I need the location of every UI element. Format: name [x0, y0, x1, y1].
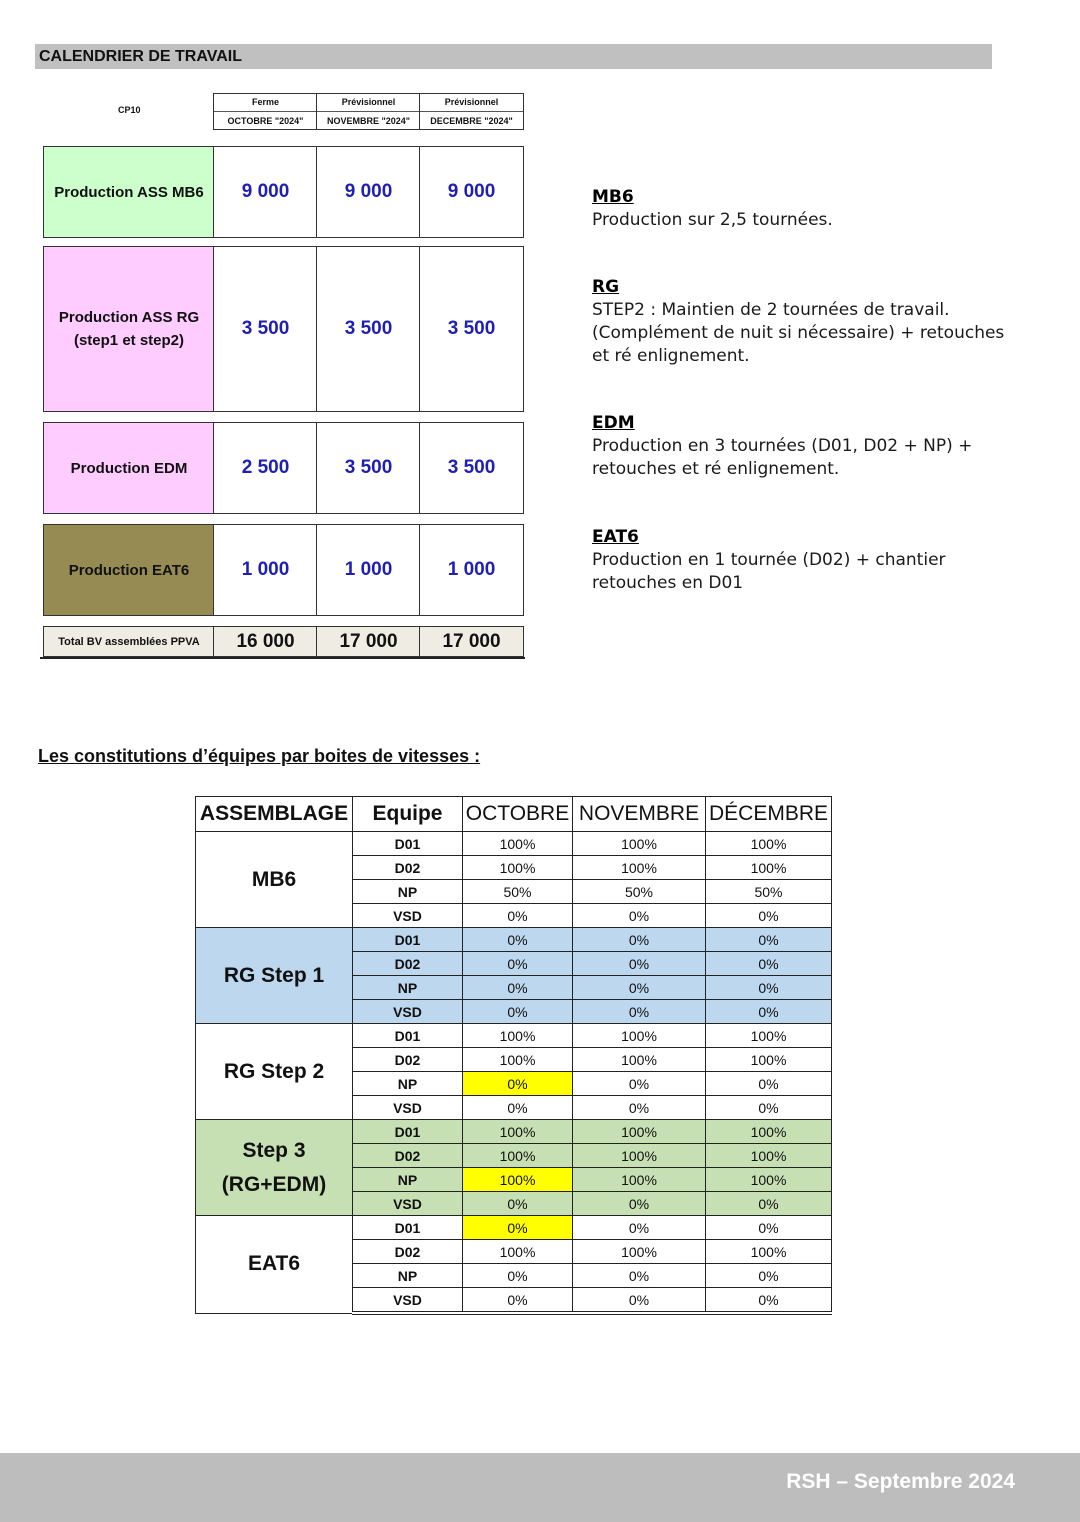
equipe-cell: NP [353, 1168, 463, 1192]
percentage-cell: 0% [573, 1096, 706, 1120]
equipe-cell: D01 [353, 928, 463, 952]
note-mb6 [592, 186, 1012, 232]
header-status: Prévisionnel [317, 93, 420, 112]
equipe-cell: D02 [353, 856, 463, 880]
percentage-cell: 100% [463, 856, 573, 880]
equipe-cell: NP [353, 1264, 463, 1288]
note-body: Production en 3 tournées (D01, D02 + NP) + retouches et ré enlignement. [592, 436, 973, 479]
percentage-cell: 50% [463, 880, 573, 904]
equipe-cell: NP [353, 1072, 463, 1096]
note-title: EDM [592, 413, 635, 433]
note-body: STEP2 : Maintien de 2 tournées de travail. (Complément de nuit si nécessaire) + retouches et ré enlignement. [592, 300, 1005, 366]
percentage-cell: 0% [573, 1192, 706, 1216]
percentage-cell: 0% [706, 952, 832, 976]
percentage-cell: 0% [573, 976, 706, 1000]
note-edm [592, 412, 1012, 481]
note-eat6 [592, 526, 1012, 595]
value-cell: 1 000 [316, 524, 421, 616]
percentage-cell: 100% [463, 1168, 573, 1192]
value-cell: 3 500 [213, 246, 318, 412]
percentage-cell: 0% [706, 1096, 832, 1120]
percentage-cell: 0% [463, 1192, 573, 1216]
value-cell: 9 000 [419, 146, 524, 238]
equipe-cell: D02 [353, 1240, 463, 1264]
percentage-cell: 100% [706, 832, 832, 856]
percentage-cell: 0% [573, 1000, 706, 1024]
note-rg [592, 276, 1012, 368]
percentage-cell: 100% [463, 1144, 573, 1168]
header-month: NOVEMBRE "2024" [326, 116, 411, 126]
header-status: Ferme [214, 93, 317, 112]
percentage-cell: 0% [573, 928, 706, 952]
percentage-cell: 100% [463, 832, 573, 856]
percentage-cell: 0% [573, 952, 706, 976]
month-header [419, 93, 524, 130]
percentage-cell: 0% [573, 904, 706, 928]
row-label-edm: Production EDM [43, 422, 215, 514]
total-value: 16 000 [213, 626, 318, 657]
team-row [196, 1024, 832, 1048]
equipe-cell: D02 [353, 952, 463, 976]
note-title: MB6 [592, 187, 634, 207]
percentage-cell: 0% [573, 1288, 706, 1314]
team-row [196, 832, 832, 856]
total-label: Total BV assemblées PPVA [43, 626, 215, 657]
percentage-cell: 100% [573, 856, 706, 880]
equipe-cell: VSD [353, 1192, 463, 1216]
equipe-cell: D01 [353, 1216, 463, 1240]
equipe-cell: VSD [353, 1096, 463, 1120]
header-octobre: OCTOBRE [463, 797, 573, 832]
percentage-cell: 0% [463, 904, 573, 928]
value-cell: 3 500 [419, 422, 524, 514]
percentage-cell: 50% [573, 880, 706, 904]
percentage-cell: 0% [463, 1000, 573, 1024]
percentage-cell: 100% [573, 1120, 706, 1144]
row-label-rg: Production ASS RG (step1 et step2) [43, 246, 215, 412]
percentage-cell: 0% [463, 1072, 573, 1096]
section-title: CALENDRIER DE TRAVAIL [39, 48, 242, 65]
total-value: 17 000 [419, 626, 524, 657]
team-header-row [196, 797, 832, 832]
percentage-cell: 100% [706, 1168, 832, 1192]
value-cell: 9 000 [316, 146, 421, 238]
percentage-cell: 0% [463, 1288, 573, 1314]
team-row [196, 928, 832, 952]
percentage-cell: 0% [463, 976, 573, 1000]
percentage-cell: 0% [463, 1216, 573, 1240]
value-cell: 3 500 [316, 422, 421, 514]
percentage-cell: 100% [706, 856, 832, 880]
percentage-cell: 100% [573, 1048, 706, 1072]
header-decembre: DÉCEMBRE [706, 797, 832, 832]
percentage-cell: 100% [463, 1048, 573, 1072]
equipe-cell: D02 [353, 1048, 463, 1072]
page-footer [0, 1453, 1080, 1522]
percentage-cell: 100% [706, 1120, 832, 1144]
percentage-cell: 100% [463, 1024, 573, 1048]
percentage-cell: 0% [706, 1072, 832, 1096]
assemblage-group-cell: RG Step 1 [196, 928, 353, 1024]
team-table [195, 796, 832, 1315]
percentage-cell: 100% [573, 832, 706, 856]
note-body: Production sur 2,5 tournées. [592, 210, 833, 230]
header-novembre: NOVEMBRE [573, 797, 706, 832]
teams-subtitle: Les constitutions d’équipes par boites de vitesses : [38, 746, 481, 766]
assemblage-group-cell: MB6 [196, 832, 353, 928]
percentage-cell: 100% [573, 1168, 706, 1192]
equipe-cell: VSD [353, 1288, 463, 1314]
value-cell: 2 500 [213, 422, 318, 514]
percentage-cell: 100% [463, 1240, 573, 1264]
equipe-cell: NP [353, 976, 463, 1000]
assemblage-group-cell: EAT6 [196, 1216, 353, 1314]
percentage-cell: 0% [463, 928, 573, 952]
corner-label: CP10 [118, 105, 141, 115]
header-equipe: Equipe [353, 797, 463, 832]
percentage-cell: 0% [463, 1096, 573, 1120]
percentage-cell: 0% [706, 904, 832, 928]
assemblage-group-cell: Step 3 (RG+EDM) [196, 1120, 353, 1216]
assemblage-group-cell: RG Step 2 [196, 1024, 353, 1120]
percentage-cell: 100% [706, 1024, 832, 1048]
equipe-cell: D02 [353, 1144, 463, 1168]
month-header [316, 93, 421, 130]
value-cell: 3 500 [316, 246, 421, 412]
percentage-cell: 100% [573, 1240, 706, 1264]
percentage-cell: 0% [573, 1216, 706, 1240]
equipe-cell: VSD [353, 904, 463, 928]
table-bottom-rule [40, 657, 525, 659]
total-value: 17 000 [316, 626, 421, 657]
percentage-cell: 100% [573, 1024, 706, 1048]
percentage-cell: 0% [573, 1264, 706, 1288]
percentage-cell: 0% [706, 1288, 832, 1314]
team-row [196, 1120, 832, 1144]
percentage-cell: 0% [706, 1192, 832, 1216]
section-header-bar [35, 44, 992, 69]
percentage-cell: 50% [706, 880, 832, 904]
note-title: RG [592, 277, 620, 297]
percentage-cell: 0% [463, 1264, 573, 1288]
row-label-eat6: Production EAT6 [43, 524, 215, 616]
percentage-cell: 0% [706, 928, 832, 952]
header-status: Prévisionnel [420, 93, 523, 112]
equipe-cell: D01 [353, 832, 463, 856]
equipe-cell: NP [353, 880, 463, 904]
team-row [196, 1216, 832, 1240]
value-cell: 1 000 [213, 524, 318, 616]
row-label-mb6: Production ASS MB6 [43, 146, 215, 238]
note-title: EAT6 [592, 527, 639, 547]
header-month: DECEMBRE "2024" [430, 116, 513, 126]
equipe-cell: VSD [353, 1000, 463, 1024]
percentage-cell: 0% [706, 1264, 832, 1288]
percentage-cell: 100% [706, 1144, 832, 1168]
percentage-cell: 100% [706, 1240, 832, 1264]
percentage-cell: 100% [706, 1048, 832, 1072]
footer-text: RSH – Septembre 2024 [786, 1470, 1015, 1493]
equipe-cell: D01 [353, 1024, 463, 1048]
value-cell: 9 000 [213, 146, 318, 238]
percentage-cell: 100% [573, 1144, 706, 1168]
month-header [213, 93, 318, 130]
header-assemblage: ASSEMBLAGE [196, 797, 353, 832]
percentage-cell: 0% [706, 976, 832, 1000]
percentage-cell: 0% [706, 1000, 832, 1024]
percentage-cell: 0% [573, 1072, 706, 1096]
percentage-cell: 100% [463, 1120, 573, 1144]
header-month: OCTOBRE "2024" [227, 116, 304, 126]
value-cell: 1 000 [419, 524, 524, 616]
percentage-cell: 0% [706, 1216, 832, 1240]
value-cell: 3 500 [419, 246, 524, 412]
percentage-cell: 0% [463, 952, 573, 976]
equipe-cell: D01 [353, 1120, 463, 1144]
note-body: Production en 1 tournée (D02) + chantier retouches en D01 [592, 550, 946, 593]
